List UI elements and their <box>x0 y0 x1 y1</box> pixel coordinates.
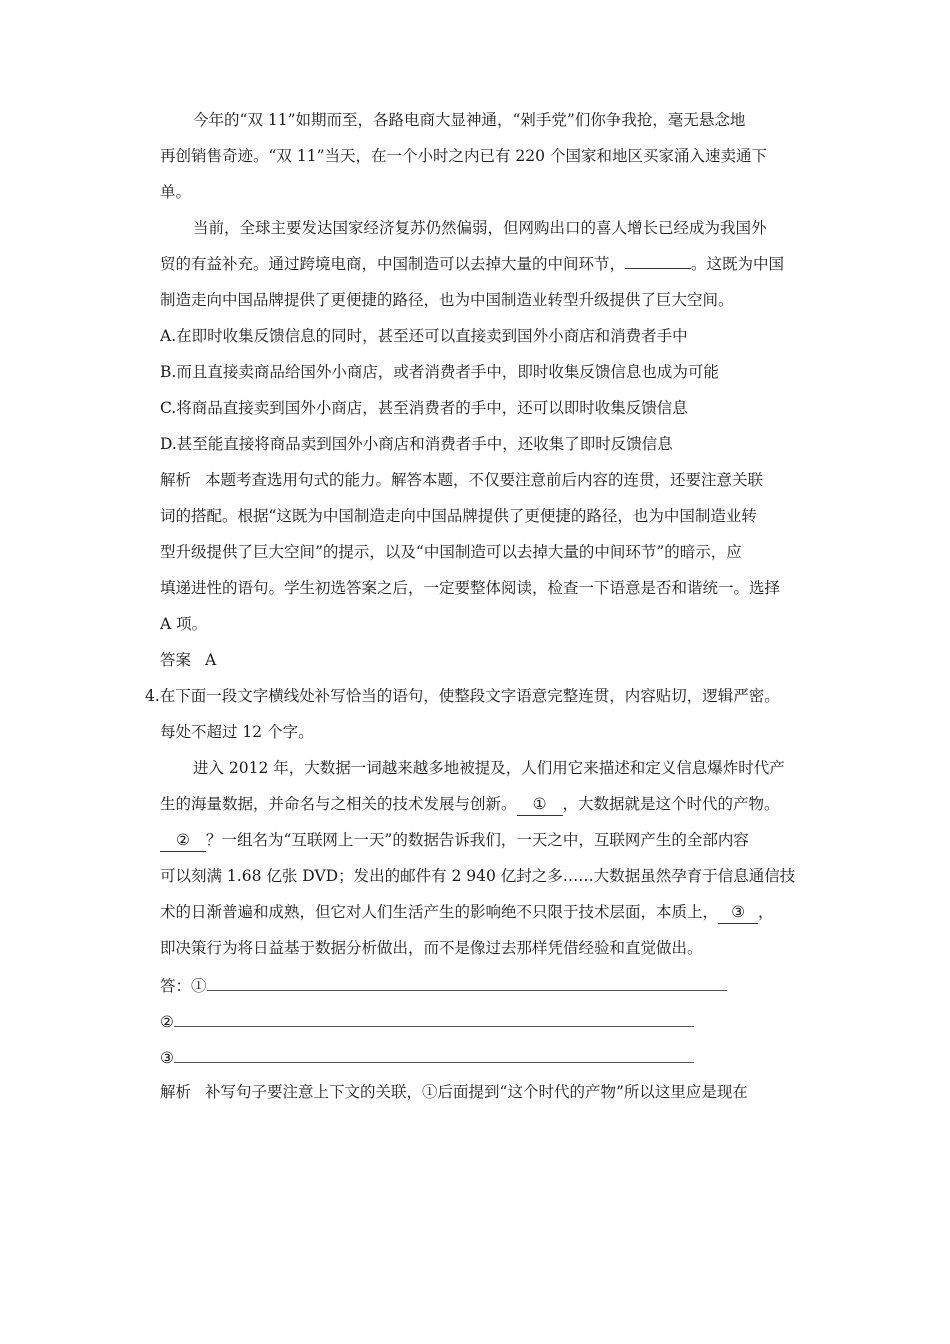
q4-text: ， <box>758 903 774 921</box>
q4-passage-line <box>160 822 808 858</box>
answer-prefix: 答： <box>160 977 192 995</box>
answer-line-1 <box>160 966 808 1002</box>
document-page <box>145 102 808 1110</box>
q4-passage-line: 进入 2012 年，大数据一词越来越多地被提及，人们用它来描述和定义信息爆炸时代产 <box>193 759 785 777</box>
q4-text: 生的海量数据，并命名与之相关的技术发展与创新。 <box>160 795 517 813</box>
q4-text: ？一组名为“互联网上一天”的数据告诉我们，一天之中，互联网产生的全部内容 <box>206 831 749 849</box>
blank-2-marker: ② <box>160 829 206 852</box>
passage1-line: 制造走向中国品牌提供了更便捷的路径，也为中国制造业转型升级提供了巨大空间。 <box>160 291 734 309</box>
analysis1-line <box>160 462 808 498</box>
passage1-line-with-blank <box>160 246 808 282</box>
answer-value: A <box>205 651 217 669</box>
q4-text: 术的日渐普遍和成熟，但它对人们生活产生的影响绝不只限于技术层面，本质上， <box>160 903 719 921</box>
analysis1-line: 填递进性的语句。学生初选答案之后，一定要整体阅读，检查一下语意是否和谐统一。选择 <box>160 579 781 597</box>
analysis-text: 本题考查选用句式的能力。解答本题，不仅要注意前后内容的连贯，还要注意关联 <box>205 471 764 489</box>
analysis-label: 解析 <box>160 471 192 489</box>
passage1-text: 。这既为中国 <box>691 255 785 273</box>
answer-line-2 <box>160 1002 808 1038</box>
blank-1-marker: ① <box>517 793 563 816</box>
passage1-line: 再创销售奇迹。“双 11”当天，在一个小时之内已有 220 个国家和地区买家涌入速卖通下 <box>160 147 767 165</box>
analysis1-line: 词的搭配。根据“这既为中国制造走向中国品牌提供了更便捷的路径，也为中国制造业转 <box>160 507 757 525</box>
option-d: D.甚至能直接将商品卖到国外小商店和消费者手中，还收集了即时反馈信息 <box>160 435 673 453</box>
answer-number: ① <box>191 977 207 995</box>
analysis-text: 补写句子要注意上下文的关联，①后面提到“这个时代的产物”所以这里应是现在 <box>205 1083 748 1101</box>
answer-number: ③ <box>160 1049 174 1067</box>
option-a: A.在即时收集反馈信息的同时，甚至还可以直接卖到国外小商店和消费者手中 <box>160 327 688 345</box>
q4-passage-line <box>160 786 808 822</box>
answer-label: 答案 <box>160 651 192 669</box>
q4-passage-line: 可以刻满 1.68 亿张 DVD；发出的邮件有 2 940 亿封之多……大数据虽然孕育于信息通信技 <box>160 867 796 885</box>
passage1-line: 今年的“双 11”如期而至，各路电商大显神通，“剁手党”们你争我抢，毫无悬念地 <box>193 111 746 129</box>
analysis2-line <box>160 1074 808 1110</box>
passage1-text: 贸的有益补充。通过跨境电商，中国制造可以去掉大量的中间环节， <box>160 255 626 273</box>
answer-blank-line[interactable] <box>174 1038 694 1063</box>
fill-blank <box>625 246 691 269</box>
option-b: B.而且直接卖商品给国外小商店，或者消费者手中，即时收集反馈信息也成为可能 <box>160 363 719 381</box>
answer1-line <box>160 642 808 678</box>
question-4-stem: 每处不超过 12 个字。 <box>160 723 314 741</box>
q4-passage-line: 即决策行为将日益基于数据分析做出，而不是像过去那样凭借经验和直觉做出。 <box>160 939 703 957</box>
answer-blank-line[interactable] <box>207 966 727 991</box>
question-4-stem: 4.在下面一段文字横线处补写恰当的语句，使整段文字语意完整连贯，内容贴切，逻辑严密。 <box>145 687 780 705</box>
answer-line-3 <box>160 1038 808 1074</box>
answer-blank-line[interactable] <box>174 1002 694 1027</box>
analysis1-line: A 项。 <box>160 615 208 633</box>
analysis1-line: 型升级提供了巨大空间”的提示，以及“中国制造可以去掉大量的中间环节”的暗示，应 <box>160 543 742 561</box>
blank-3-marker: ③ <box>718 901 758 924</box>
q4-passage-line <box>160 894 808 930</box>
passage1-line: 单。 <box>160 183 192 201</box>
q4-text: ，大数据就是这个时代的产物。 <box>562 795 780 813</box>
answer-number: ② <box>160 1013 174 1031</box>
passage1-line: 当前，全球主要发达国家经济复苏仍然偏弱，但网购出口的喜人增长已经成为我国外 <box>193 219 767 237</box>
analysis-label: 解析 <box>160 1083 192 1101</box>
option-c: C.将商品直接卖到国外小商店，甚至消费者的手中，还可以即时收集反馈信息 <box>160 399 688 417</box>
